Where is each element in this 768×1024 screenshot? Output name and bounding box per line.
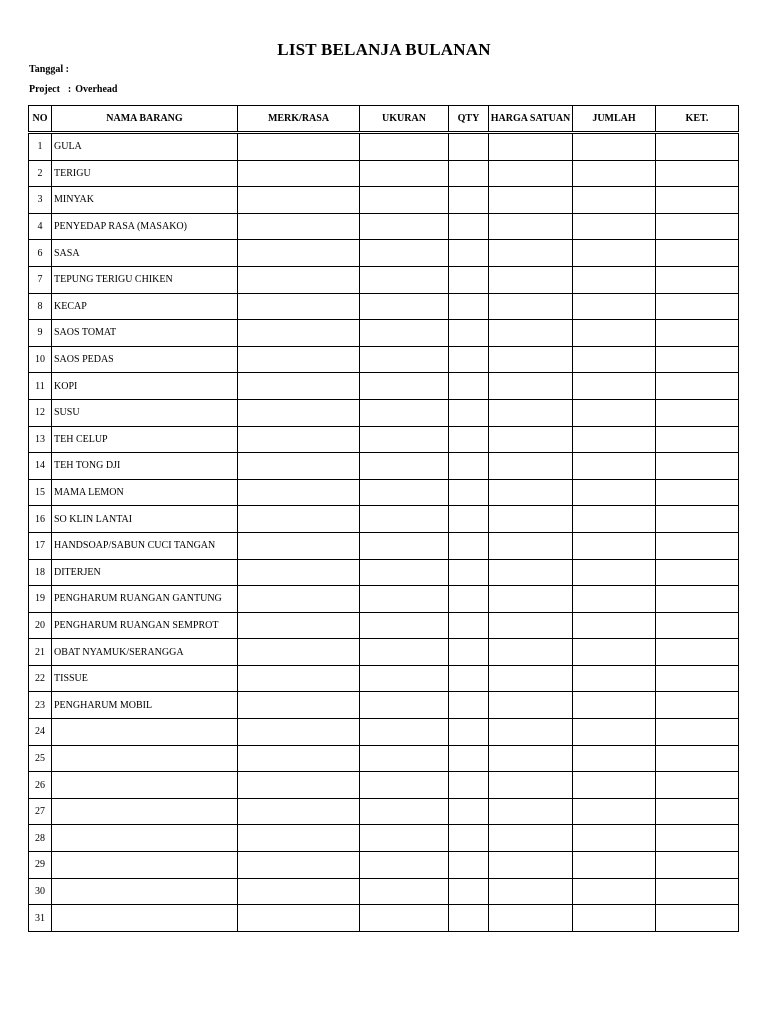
row-jumlah-cell [573, 293, 656, 320]
table-row [29, 506, 739, 533]
row-nama-barang: OBAT NYAMUK/SERANGGA [52, 639, 238, 666]
row-harga-satuan-cell [489, 213, 573, 240]
row-ukuran-cell [360, 346, 449, 373]
row-merk-rasa-cell [238, 878, 360, 905]
row-nama-barang: HANDSOAP/SABUN CUCI TANGAN [52, 532, 238, 559]
row-harga-satuan-cell [489, 798, 573, 825]
row-no: 27 [29, 798, 52, 825]
row-ukuran-cell [360, 532, 449, 559]
row-ket-cell [656, 266, 739, 293]
row-qty-cell [449, 506, 489, 533]
row-jumlah-cell [573, 266, 656, 293]
row-harga-satuan-cell [489, 293, 573, 320]
row-ukuran-cell [360, 506, 449, 533]
row-nama-barang: PENYEDAP RASA (MASAKO) [52, 213, 238, 240]
row-merk-rasa-cell [238, 426, 360, 453]
row-ukuran-cell [360, 266, 449, 293]
row-ket-cell [656, 506, 739, 533]
row-no: 10 [29, 346, 52, 373]
row-ket-cell [656, 187, 739, 214]
row-ket-cell [656, 692, 739, 719]
row-no: 17 [29, 532, 52, 559]
row-harga-satuan-cell [489, 426, 573, 453]
row-harga-satuan-cell [489, 586, 573, 613]
table-body [29, 133, 739, 932]
row-jumlah-cell [573, 639, 656, 666]
row-jumlah-cell [573, 719, 656, 746]
row-qty-cell [449, 266, 489, 293]
table-row [29, 373, 739, 400]
row-harga-satuan-cell [489, 719, 573, 746]
row-ket-cell [656, 745, 739, 772]
row-jumlah-cell [573, 612, 656, 639]
row-merk-rasa-cell [238, 532, 360, 559]
row-ukuran-cell [360, 240, 449, 267]
row-ukuran-cell [360, 772, 449, 799]
row-merk-rasa-cell [238, 559, 360, 586]
row-jumlah-cell [573, 426, 656, 453]
row-harga-satuan-cell [489, 612, 573, 639]
row-nama-barang: TEPUNG TERIGU CHIKEN [52, 266, 238, 293]
row-jumlah-cell [573, 373, 656, 400]
row-ket-cell [656, 320, 739, 347]
row-harga-satuan-cell [489, 399, 573, 426]
row-qty-cell [449, 825, 489, 852]
row-merk-rasa-cell [238, 399, 360, 426]
row-ket-cell [656, 293, 739, 320]
row-ket-cell [656, 905, 739, 932]
row-nama-barang: SUSU [52, 399, 238, 426]
table-row [29, 612, 739, 639]
row-merk-rasa-cell [238, 905, 360, 932]
row-ket-cell [656, 160, 739, 187]
row-nama-barang [52, 798, 238, 825]
row-qty-cell [449, 133, 489, 161]
row-nama-barang: MINYAK [52, 187, 238, 214]
row-harga-satuan-cell [489, 133, 573, 161]
row-ukuran-cell [360, 639, 449, 666]
row-harga-satuan-cell [489, 453, 573, 480]
row-jumlah-cell [573, 133, 656, 161]
row-qty-cell [449, 586, 489, 613]
row-merk-rasa-cell [238, 692, 360, 719]
row-ket-cell [656, 453, 739, 480]
row-no: 4 [29, 213, 52, 240]
row-ket-cell [656, 559, 739, 586]
table-row [29, 187, 739, 214]
row-qty-cell [449, 745, 489, 772]
row-harga-satuan-cell [489, 479, 573, 506]
row-no: 2 [29, 160, 52, 187]
row-merk-rasa-cell [238, 160, 360, 187]
row-jumlah-cell [573, 506, 656, 533]
row-no: 6 [29, 240, 52, 267]
header-jumlah: JUMLAH [573, 106, 656, 133]
table-row [29, 745, 739, 772]
row-nama-barang: TEH TONG DJI [52, 453, 238, 480]
row-qty-cell [449, 187, 489, 214]
table-row [29, 213, 739, 240]
row-harga-satuan-cell [489, 852, 573, 879]
row-no: 8 [29, 293, 52, 320]
row-qty-cell [449, 612, 489, 639]
row-no: 30 [29, 878, 52, 905]
row-jumlah-cell [573, 187, 656, 214]
header-ukuran: UKURAN [360, 106, 449, 133]
row-merk-rasa-cell [238, 586, 360, 613]
row-jumlah-cell [573, 852, 656, 879]
row-qty-cell [449, 320, 489, 347]
row-harga-satuan-cell [489, 905, 573, 932]
row-ukuran-cell [360, 213, 449, 240]
row-nama-barang: SO KLIN LANTAI [52, 506, 238, 533]
row-ket-cell [656, 399, 739, 426]
row-jumlah-cell [573, 905, 656, 932]
row-ket-cell [656, 586, 739, 613]
row-no: 16 [29, 506, 52, 533]
row-ukuran-cell [360, 293, 449, 320]
row-ket-cell [656, 612, 739, 639]
row-nama-barang: PENGHARUM RUANGAN SEMPROT [52, 612, 238, 639]
row-jumlah-cell [573, 453, 656, 480]
row-merk-rasa-cell [238, 453, 360, 480]
project-label: Project [29, 84, 60, 95]
row-merk-rasa-cell [238, 852, 360, 879]
row-nama-barang: SASA [52, 240, 238, 267]
row-ukuran-cell [360, 453, 449, 480]
row-nama-barang: PENGHARUM RUANGAN GANTUNG [52, 586, 238, 613]
table-row [29, 719, 739, 746]
table-row [29, 320, 739, 347]
row-ukuran-cell [360, 612, 449, 639]
row-ukuran-cell [360, 745, 449, 772]
row-harga-satuan-cell [489, 559, 573, 586]
row-merk-rasa-cell [238, 745, 360, 772]
row-nama-barang: PENGHARUM MOBIL [52, 692, 238, 719]
row-ket-cell [656, 213, 739, 240]
row-harga-satuan-cell [489, 825, 573, 852]
table-row [29, 240, 739, 267]
row-qty-cell [449, 453, 489, 480]
row-nama-barang [52, 878, 238, 905]
row-ukuran-cell [360, 426, 449, 453]
row-qty-cell [449, 905, 489, 932]
row-ket-cell [656, 133, 739, 161]
row-qty-cell [449, 798, 489, 825]
row-ukuran-cell [360, 692, 449, 719]
row-no: 19 [29, 586, 52, 613]
tanggal-label: Tanggal : [29, 64, 69, 75]
row-merk-rasa-cell [238, 373, 360, 400]
row-qty-cell [449, 559, 489, 586]
project-line [29, 84, 117, 95]
row-ket-cell [656, 665, 739, 692]
row-harga-satuan-cell [489, 639, 573, 666]
row-no: 26 [29, 772, 52, 799]
row-harga-satuan-cell [489, 532, 573, 559]
table-row [29, 665, 739, 692]
row-harga-satuan-cell [489, 745, 573, 772]
row-no: 9 [29, 320, 52, 347]
row-nama-barang [52, 905, 238, 932]
row-jumlah-cell [573, 798, 656, 825]
row-no: 23 [29, 692, 52, 719]
row-ket-cell [656, 426, 739, 453]
row-nama-barang [52, 825, 238, 852]
row-nama-barang: GULA [52, 133, 238, 161]
row-merk-rasa-cell [238, 825, 360, 852]
row-jumlah-cell [573, 346, 656, 373]
table-row [29, 346, 739, 373]
row-nama-barang [52, 745, 238, 772]
row-harga-satuan-cell [489, 266, 573, 293]
table-row [29, 160, 739, 187]
row-nama-barang: KOPI [52, 373, 238, 400]
row-merk-rasa-cell [238, 240, 360, 267]
row-jumlah-cell [573, 399, 656, 426]
row-qty-cell [449, 213, 489, 240]
row-harga-satuan-cell [489, 346, 573, 373]
table-row [29, 852, 739, 879]
row-qty-cell [449, 772, 489, 799]
row-qty-cell [449, 532, 489, 559]
row-no: 20 [29, 612, 52, 639]
row-ket-cell [656, 878, 739, 905]
row-no: 22 [29, 665, 52, 692]
row-harga-satuan-cell [489, 160, 573, 187]
row-no: 13 [29, 426, 52, 453]
table-row [29, 479, 739, 506]
row-qty-cell [449, 878, 489, 905]
row-ukuran-cell [360, 852, 449, 879]
row-jumlah-cell [573, 559, 656, 586]
row-ukuran-cell [360, 133, 449, 161]
row-qty-cell [449, 479, 489, 506]
table-row [29, 905, 739, 932]
header-ket: KET. [656, 106, 739, 133]
header-harga-satuan: HARGA SATUAN [489, 106, 573, 133]
row-merk-rasa-cell [238, 266, 360, 293]
row-merk-rasa-cell [238, 187, 360, 214]
row-merk-rasa-cell [238, 772, 360, 799]
row-ukuran-cell [360, 905, 449, 932]
row-ket-cell [656, 825, 739, 852]
row-qty-cell [449, 692, 489, 719]
row-qty-cell [449, 346, 489, 373]
table-row [29, 453, 739, 480]
row-no: 24 [29, 719, 52, 746]
row-nama-barang [52, 719, 238, 746]
row-merk-rasa-cell [238, 213, 360, 240]
row-jumlah-cell [573, 532, 656, 559]
row-merk-rasa-cell [238, 320, 360, 347]
row-nama-barang: TEH CELUP [52, 426, 238, 453]
row-qty-cell [449, 293, 489, 320]
row-ket-cell [656, 532, 739, 559]
table-row [29, 692, 739, 719]
row-jumlah-cell [573, 479, 656, 506]
row-merk-rasa-cell [238, 479, 360, 506]
header-no: NO [29, 106, 52, 133]
header-row [29, 106, 739, 133]
row-merk-rasa-cell [238, 506, 360, 533]
row-nama-barang: MAMA LEMON [52, 479, 238, 506]
row-no: 11 [29, 373, 52, 400]
row-nama-barang: TISSUE [52, 665, 238, 692]
row-qty-cell [449, 665, 489, 692]
row-qty-cell [449, 719, 489, 746]
row-no: 7 [29, 266, 52, 293]
row-jumlah-cell [573, 772, 656, 799]
table-row [29, 798, 739, 825]
page-title: LIST BELANJA BULANAN [277, 40, 491, 59]
row-jumlah-cell [573, 878, 656, 905]
table-row [29, 133, 739, 161]
row-jumlah-cell [573, 745, 656, 772]
row-merk-rasa-cell [238, 612, 360, 639]
row-ket-cell [656, 639, 739, 666]
row-harga-satuan-cell [489, 506, 573, 533]
row-ukuran-cell [360, 187, 449, 214]
row-harga-satuan-cell [489, 692, 573, 719]
row-ukuran-cell [360, 160, 449, 187]
table-row [29, 532, 739, 559]
row-jumlah-cell [573, 825, 656, 852]
table-row [29, 878, 739, 905]
row-jumlah-cell [573, 665, 656, 692]
row-ket-cell [656, 346, 739, 373]
row-ukuran-cell [360, 665, 449, 692]
row-nama-barang: SAOS PEDAS [52, 346, 238, 373]
row-harga-satuan-cell [489, 240, 573, 267]
row-jumlah-cell [573, 320, 656, 347]
project-separator: : [67, 84, 72, 95]
row-harga-satuan-cell [489, 772, 573, 799]
row-nama-barang: SAOS TOMAT [52, 320, 238, 347]
project-value: Overhead [75, 84, 118, 95]
row-merk-rasa-cell [238, 293, 360, 320]
row-ukuran-cell [360, 479, 449, 506]
row-ukuran-cell [360, 320, 449, 347]
row-merk-rasa-cell [238, 798, 360, 825]
row-no: 1 [29, 133, 52, 161]
table-row [29, 825, 739, 852]
row-harga-satuan-cell [489, 187, 573, 214]
row-nama-barang [52, 852, 238, 879]
row-ukuran-cell [360, 825, 449, 852]
row-jumlah-cell [573, 240, 656, 267]
row-nama-barang: DITERJEN [52, 559, 238, 586]
row-harga-satuan-cell [489, 665, 573, 692]
row-no: 28 [29, 825, 52, 852]
row-ukuran-cell [360, 719, 449, 746]
table-row [29, 772, 739, 799]
table-row [29, 426, 739, 453]
row-no: 31 [29, 905, 52, 932]
row-ket-cell [656, 240, 739, 267]
row-ukuran-cell [360, 559, 449, 586]
row-merk-rasa-cell [238, 133, 360, 161]
row-qty-cell [449, 373, 489, 400]
table-row [29, 639, 739, 666]
shopping-list-table [28, 105, 739, 932]
row-ket-cell [656, 373, 739, 400]
row-no: 14 [29, 453, 52, 480]
table-header [29, 106, 739, 133]
row-qty-cell [449, 399, 489, 426]
row-jumlah-cell [573, 692, 656, 719]
table-row [29, 399, 739, 426]
row-ket-cell [656, 798, 739, 825]
row-ket-cell [656, 719, 739, 746]
row-qty-cell [449, 639, 489, 666]
table-row [29, 559, 739, 586]
row-qty-cell [449, 426, 489, 453]
row-jumlah-cell [573, 160, 656, 187]
table-row [29, 293, 739, 320]
row-ket-cell [656, 479, 739, 506]
row-ukuran-cell [360, 798, 449, 825]
row-ukuran-cell [360, 373, 449, 400]
row-nama-barang: KECAP [52, 293, 238, 320]
row-jumlah-cell [573, 213, 656, 240]
row-merk-rasa-cell [238, 665, 360, 692]
header-merk-rasa: MERK/RASA [238, 106, 360, 133]
row-ukuran-cell [360, 399, 449, 426]
row-no: 29 [29, 852, 52, 879]
row-qty-cell [449, 240, 489, 267]
row-merk-rasa-cell [238, 346, 360, 373]
row-ukuran-cell [360, 586, 449, 613]
row-no: 12 [29, 399, 52, 426]
row-merk-rasa-cell [238, 719, 360, 746]
row-no: 21 [29, 639, 52, 666]
row-ukuran-cell [360, 878, 449, 905]
row-harga-satuan-cell [489, 373, 573, 400]
header-qty: QTY [449, 106, 489, 133]
row-nama-barang: TERIGU [52, 160, 238, 187]
row-no: 3 [29, 187, 52, 214]
table-row [29, 266, 739, 293]
row-harga-satuan-cell [489, 878, 573, 905]
header-nama-barang: NAMA BARANG [52, 106, 238, 133]
row-ket-cell [656, 852, 739, 879]
table-row [29, 586, 739, 613]
row-ket-cell [656, 772, 739, 799]
row-nama-barang [52, 772, 238, 799]
row-qty-cell [449, 160, 489, 187]
row-no: 25 [29, 745, 52, 772]
row-harga-satuan-cell [489, 320, 573, 347]
row-no: 15 [29, 479, 52, 506]
row-jumlah-cell [573, 586, 656, 613]
row-merk-rasa-cell [238, 639, 360, 666]
row-no: 18 [29, 559, 52, 586]
row-qty-cell [449, 852, 489, 879]
